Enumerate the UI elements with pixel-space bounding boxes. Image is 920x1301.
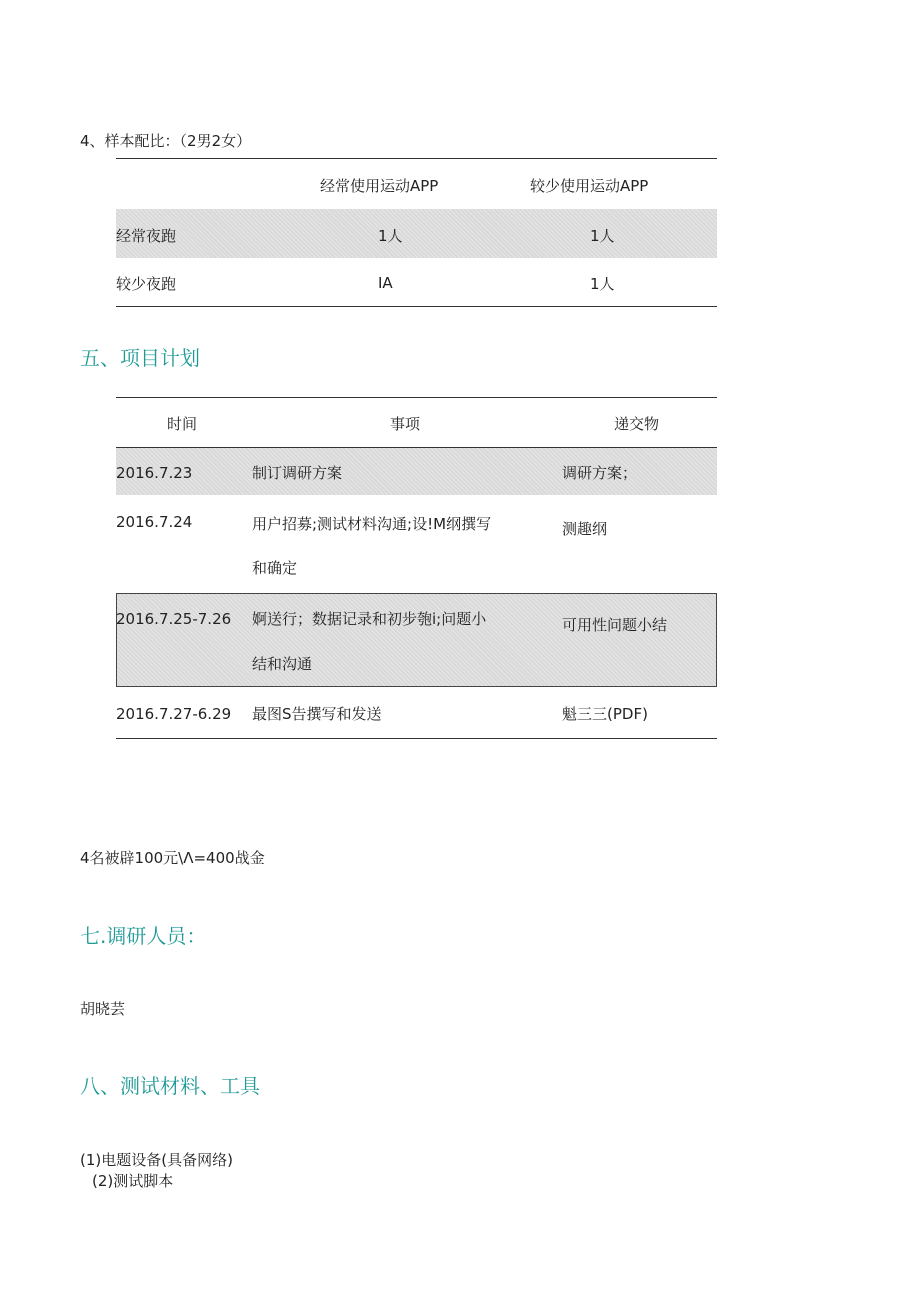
table-row-shade [116, 209, 717, 258]
table-cell: 经常夜跑 [116, 227, 177, 245]
budget-text: 4名被辟100元\Λ=400战金 [80, 849, 265, 867]
sample-ratio-label: 4、样本配比：（2男2女） [80, 132, 252, 150]
table-rule [116, 738, 717, 739]
section-heading: 八、测试材料、工具 [80, 1074, 260, 1098]
table-header: 经常使用运动APP [320, 177, 439, 195]
table-cell: 较少夜跑 [116, 275, 177, 293]
list-item: (2)测试脚本 [92, 1172, 174, 1190]
table-cell: 1人 [590, 227, 615, 245]
table-cell: 结和沟通 [252, 655, 313, 673]
section-heading: 七.调研人员： [80, 924, 207, 948]
table-cell: 调研方案； [562, 464, 638, 482]
table-cell: 最图S告撰写和发送 [252, 705, 382, 723]
table-cell: 测趣纲 [562, 520, 608, 538]
table-cell: 2016.7.25-7.26 [116, 610, 232, 628]
table-cell: 可用性问题小结 [562, 616, 668, 634]
table-cell: IA [378, 274, 393, 292]
table-cell: 和确定 [252, 559, 298, 577]
table-rule [116, 306, 717, 307]
table-cell: 1人 [590, 275, 615, 293]
section-heading: 五、项目计划 [80, 346, 200, 370]
table-cell: 制订调研方案 [252, 464, 343, 482]
table-cell: 魁三三(PDF) [562, 705, 648, 723]
list-item: (1)电题设备(具备网络) [80, 1151, 233, 1169]
table-cell: 用户招募;测试材料沟通;设!M纲撰写 [252, 515, 492, 533]
table-header: 事项 [390, 415, 421, 433]
table-cell: 婀送行；数据记录和初步匏i;问题小 [252, 610, 487, 628]
table-rule [116, 158, 717, 159]
table-cell: 2016.7.24 [116, 513, 193, 531]
table-header: 较少使用运动APP [530, 177, 649, 195]
table-row-shade [116, 593, 717, 687]
table-cell: 2016.7.27-6.29 [116, 705, 232, 723]
table-rule [116, 397, 717, 398]
researcher-name: 胡晓芸 [80, 1000, 126, 1018]
table-header: 递交物 [614, 415, 660, 433]
table-header: 时间 [167, 415, 198, 433]
table-cell: 2016.7.23 [116, 464, 193, 482]
table-cell: 1人 [378, 227, 403, 245]
